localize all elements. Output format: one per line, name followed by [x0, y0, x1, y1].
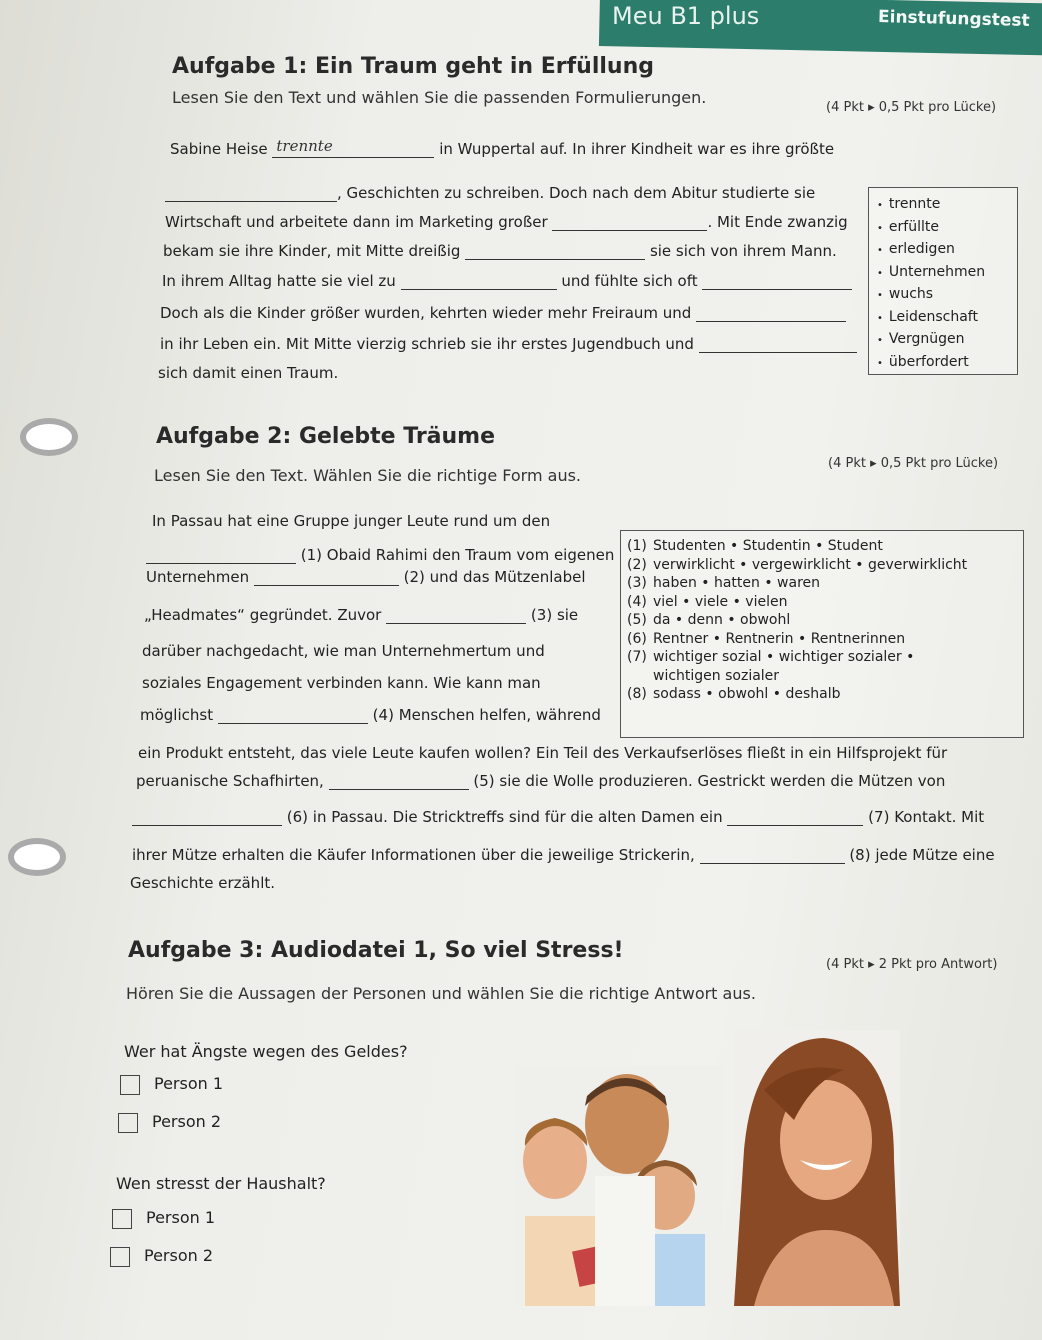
- a2-line-11: ihrer Mütze erhalten die Käufer Informationen über die jeweilige Strickerin, (8) jede Mütze eine: [132, 846, 995, 864]
- a1-line-4: bekam sie ihre Kinder, mit Mitte dreißig sie sich von ihrem Mann.: [163, 242, 837, 260]
- option-row: (1) Studenten • Studentin • Student: [627, 538, 883, 554]
- aufgabe2-points: (4 Pkt ▸ 0,5 Pkt pro Lücke): [828, 456, 999, 471]
- a2-blank-6[interactable]: [132, 809, 282, 826]
- a1-line-8: sich damit einen Traum.: [158, 364, 339, 382]
- a1-line-5: In ihrem Alltag hatte sie viel zu und fühlte sich oft: [162, 272, 852, 290]
- a1-blank-3[interactable]: [552, 214, 707, 231]
- a2-line-12: Geschichte erzählt.: [130, 874, 276, 892]
- header-test-label: Einstufungstest: [877, 7, 1030, 31]
- word-bank-item: • trennte: [877, 194, 1017, 217]
- question-1: Wer hat Ängste wegen des Geldes?: [124, 1042, 408, 1061]
- checkbox[interactable]: [120, 1075, 140, 1095]
- woman-photo: [734, 1030, 900, 1306]
- option-row: (8) sodass • obwohl • deshalb: [627, 686, 841, 702]
- a2-blank-8[interactable]: [700, 847, 845, 864]
- a1-blank-8[interactable]: [699, 336, 857, 353]
- a2-line-5: darüber nachgedacht, wie man Unternehmertum und: [142, 642, 545, 660]
- aufgabe1-instruction: Lesen Sie den Text und wählen Sie die passenden Formulierungen.: [172, 88, 707, 107]
- a2-line-7: möglichst (4) Menschen helfen, während: [140, 706, 601, 724]
- answer-option[interactable]: Person 1: [112, 1208, 215, 1229]
- a2-blank-1[interactable]: [146, 547, 296, 564]
- word-bank-item: • Leidenschaft: [877, 307, 1017, 330]
- a1-line-1: Sabine Heise trennte in Wuppertal auf. In ihrer Kindheit war es ihre größte: [170, 137, 835, 158]
- answer-options-box: [620, 530, 1024, 738]
- a1-line-7: in ihr Leben ein. Mit Mitte vierzig schrieb sie ihr erstes Jugendbuch und: [160, 335, 857, 353]
- aufgabe3-points: (4 Pkt ▸ 2 Pkt pro Antwort): [826, 957, 998, 972]
- a2-line-10: (6) in Passau. Die Stricktreffs sind für die alten Damen ein (7) Kontakt. Mit: [132, 808, 984, 826]
- option-row: (3) haben • hatten • waren: [627, 575, 821, 591]
- a2-blank-7[interactable]: [727, 809, 863, 826]
- answer-option[interactable]: Person 2: [118, 1112, 221, 1133]
- a1-blank-2[interactable]: [165, 185, 337, 202]
- option-row: wichtigen sozialer: [653, 667, 780, 684]
- a1-blank-1[interactable]: [272, 137, 434, 158]
- family-photo: [515, 1066, 723, 1306]
- header-series: Meu B1 plus: [612, 2, 760, 30]
- a1-line-2: , Geschichten zu schreiben. Doch nach dem Abitur studierte sie: [165, 184, 815, 202]
- a2-blank-4[interactable]: [218, 707, 368, 724]
- a1-blank-6[interactable]: [702, 273, 852, 290]
- a2-line-1: In Passau hat eine Gruppe junger Leute rund um den: [152, 512, 551, 530]
- handwritten-answer: trennte: [276, 137, 333, 155]
- aufgabe1-points: (4 Pkt ▸ 0,5 Pkt pro Lücke): [826, 100, 997, 115]
- aufgabe3-title: Aufgabe 3: Audiodatei 1, So viel Stress!: [128, 938, 624, 963]
- a2-line-4: „Headmates“ gegründet. Zuvor (3) sie: [144, 606, 579, 624]
- a2-blank-2[interactable]: [254, 569, 399, 586]
- a2-line-2: (1) Obaid Rahimi den Traum vom eigenen: [146, 546, 614, 564]
- word-bank-item: • erfüllte: [877, 217, 1017, 240]
- checkbox[interactable]: [112, 1209, 132, 1229]
- word-bank-item: • Vergnügen: [877, 329, 1017, 352]
- a1-blank-7[interactable]: [696, 305, 846, 322]
- word-bank-item: • wuchs: [877, 284, 1017, 307]
- option-row: (5) da • denn • obwohl: [627, 612, 791, 628]
- aufgabe1-title: Aufgabe 1: Ein Traum geht in Erfüllung: [172, 54, 655, 79]
- binder-ring: [20, 418, 78, 456]
- checkbox[interactable]: [118, 1113, 138, 1133]
- answer-option[interactable]: Person 1: [120, 1074, 223, 1095]
- option-row: (4) viel • viele • vielen: [627, 593, 788, 610]
- checkbox[interactable]: [110, 1247, 130, 1267]
- word-bank-item: • überfordert: [877, 352, 1017, 375]
- aufgabe2-title: Aufgabe 2: Gelebte Träume: [156, 424, 496, 449]
- option-row: (2) verwirklicht • vergewirklicht • geverwirklicht: [627, 556, 968, 573]
- option-row: (7) wichtiger sozial • wichtiger sozialer •: [627, 649, 915, 665]
- aufgabe3-instruction: Hören Sie die Aussagen der Personen und wählen Sie die richtige Antwort aus.: [126, 984, 756, 1003]
- word-bank-item: • Unternehmen: [877, 262, 1017, 285]
- option-row: (6) Rentner • Rentnerin • Rentnerinnen: [627, 630, 906, 647]
- a2-line-8: ein Produkt entsteht, das viele Leute kaufen wollen? Ein Teil des Verkaufserlöses fließt in ein Hilfsprojekt für: [138, 744, 948, 762]
- a2-blank-5[interactable]: [329, 773, 469, 790]
- binder-ring: [8, 838, 66, 876]
- word-bank-item: • erledigen: [877, 239, 1017, 262]
- aufgabe2-instruction: Lesen Sie den Text. Wählen Sie die richtige Form aus.: [154, 466, 582, 485]
- a1-line-6: Doch als die Kinder größer wurden, kehrten wieder mehr Freiraum und: [160, 304, 846, 322]
- word-bank-box: [868, 187, 1018, 375]
- question-2: Wen stresst der Haushalt?: [116, 1174, 326, 1193]
- a1-line-3: Wirtschaft und arbeitete dann im Marketing großer . Mit Ende zwanzig: [165, 213, 848, 231]
- a2-blank-3[interactable]: [386, 607, 526, 624]
- a1-blank-5[interactable]: [401, 273, 557, 290]
- answer-option[interactable]: Person 2: [110, 1246, 213, 1267]
- a2-line-3: Unternehmen (2) und das Mützenlabel: [146, 568, 586, 586]
- a2-line-9: peruanische Schafhirten, (5) sie die Wolle produzieren. Gestrickt werden die Mützen von: [136, 772, 946, 790]
- a1-blank-4[interactable]: [465, 243, 645, 260]
- a2-line-6: soziales Engagement verbinden kann. Wie kann man: [142, 674, 541, 692]
